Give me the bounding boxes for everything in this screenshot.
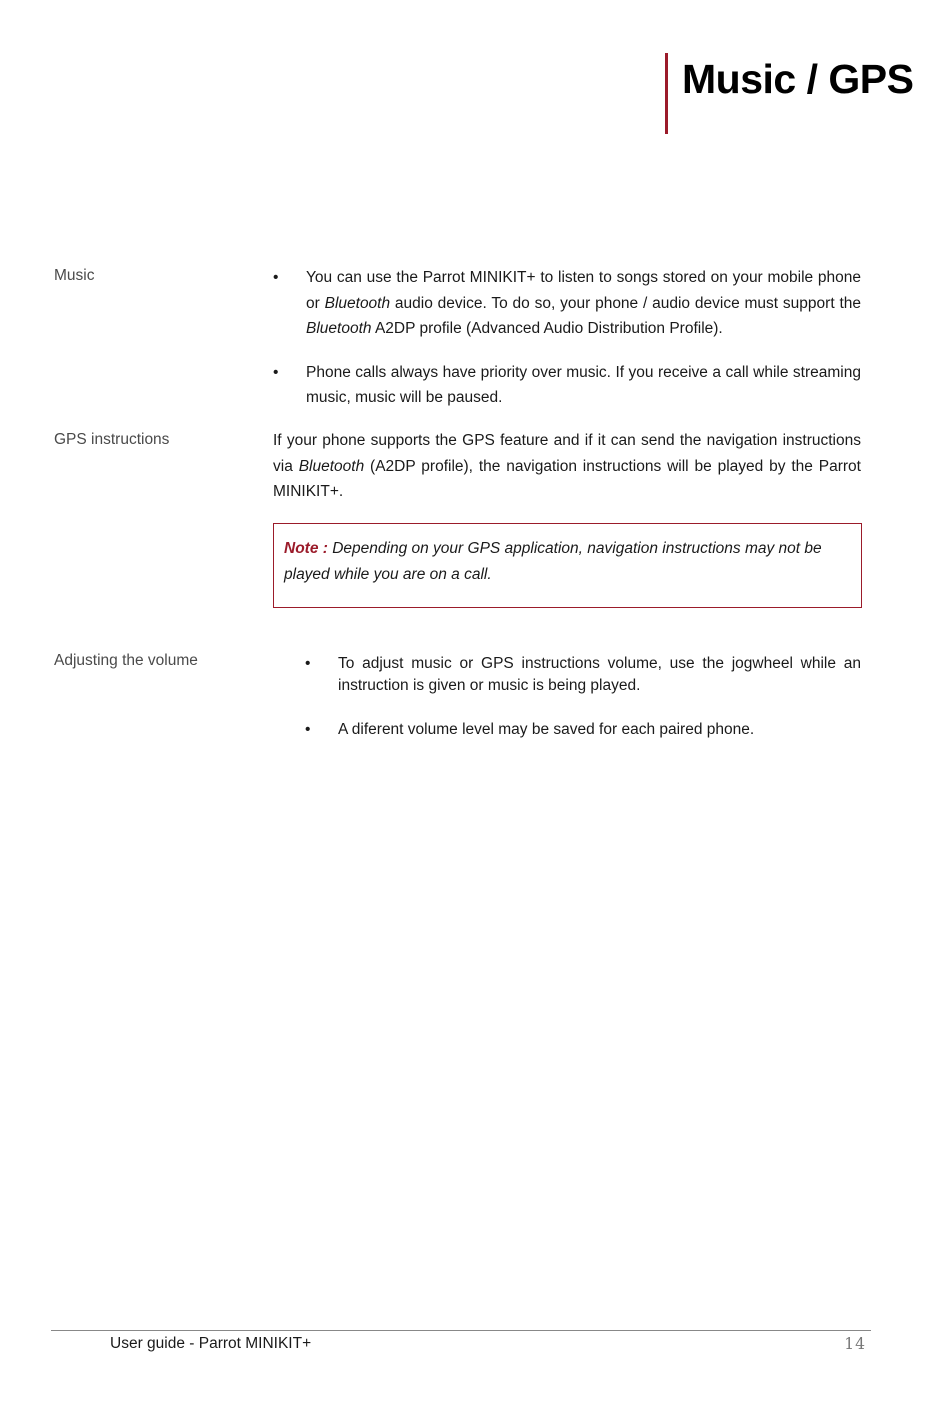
bullet-icon: • — [305, 721, 311, 738]
page-number: 14 — [844, 1335, 866, 1353]
page-title: Music / GPS — [682, 56, 914, 102]
footer-title: User guide - Parrot MINIKIT+ — [110, 1335, 312, 1352]
music-bullet-list — [273, 265, 861, 429]
bullet-icon: • — [273, 269, 279, 286]
section-label-music: Music — [54, 267, 95, 284]
gps-paragraph: If your phone supports the GPS feature and if it can send the navigation instructions via Bluetooth (A2DP profile), the navigation instructions will be played by the Parrot MINIKIT+. — [273, 432, 861, 500]
footer-divider — [51, 1330, 871, 1331]
list-item: • To adjust music or GPS instructions volume, use the jogwheel while an instruction is given or music is being played. — [305, 655, 861, 694]
section-label-volume: Adjusting the volume — [54, 652, 198, 669]
note-box — [273, 523, 862, 608]
list-item: • You can use the Parrot MINIKIT+ to listen to songs stored on your mobile phone or Bluetooth audio device. To do so, your phone / audio device must support the Bluetooth A2DP profile (Advanced Audio Distribution Profile). — [273, 265, 861, 342]
bullet-icon: • — [273, 363, 279, 381]
volume-bullet-list — [305, 653, 861, 763]
bullet-icon: • — [305, 655, 311, 672]
list-item: • Phone calls always have priority over music. If you receive a call while streaming music, music will be paused. — [273, 360, 861, 411]
note-label: Note : — [284, 540, 328, 557]
list-item: • A diferent volume level may be saved for each paired phone. — [305, 719, 861, 741]
title-accent-bar — [665, 53, 668, 134]
section-label-gps: GPS instructions — [54, 431, 170, 448]
note-text: Depending on your GPS application, navigation instructions may not be played while you are on a call. — [284, 540, 822, 583]
